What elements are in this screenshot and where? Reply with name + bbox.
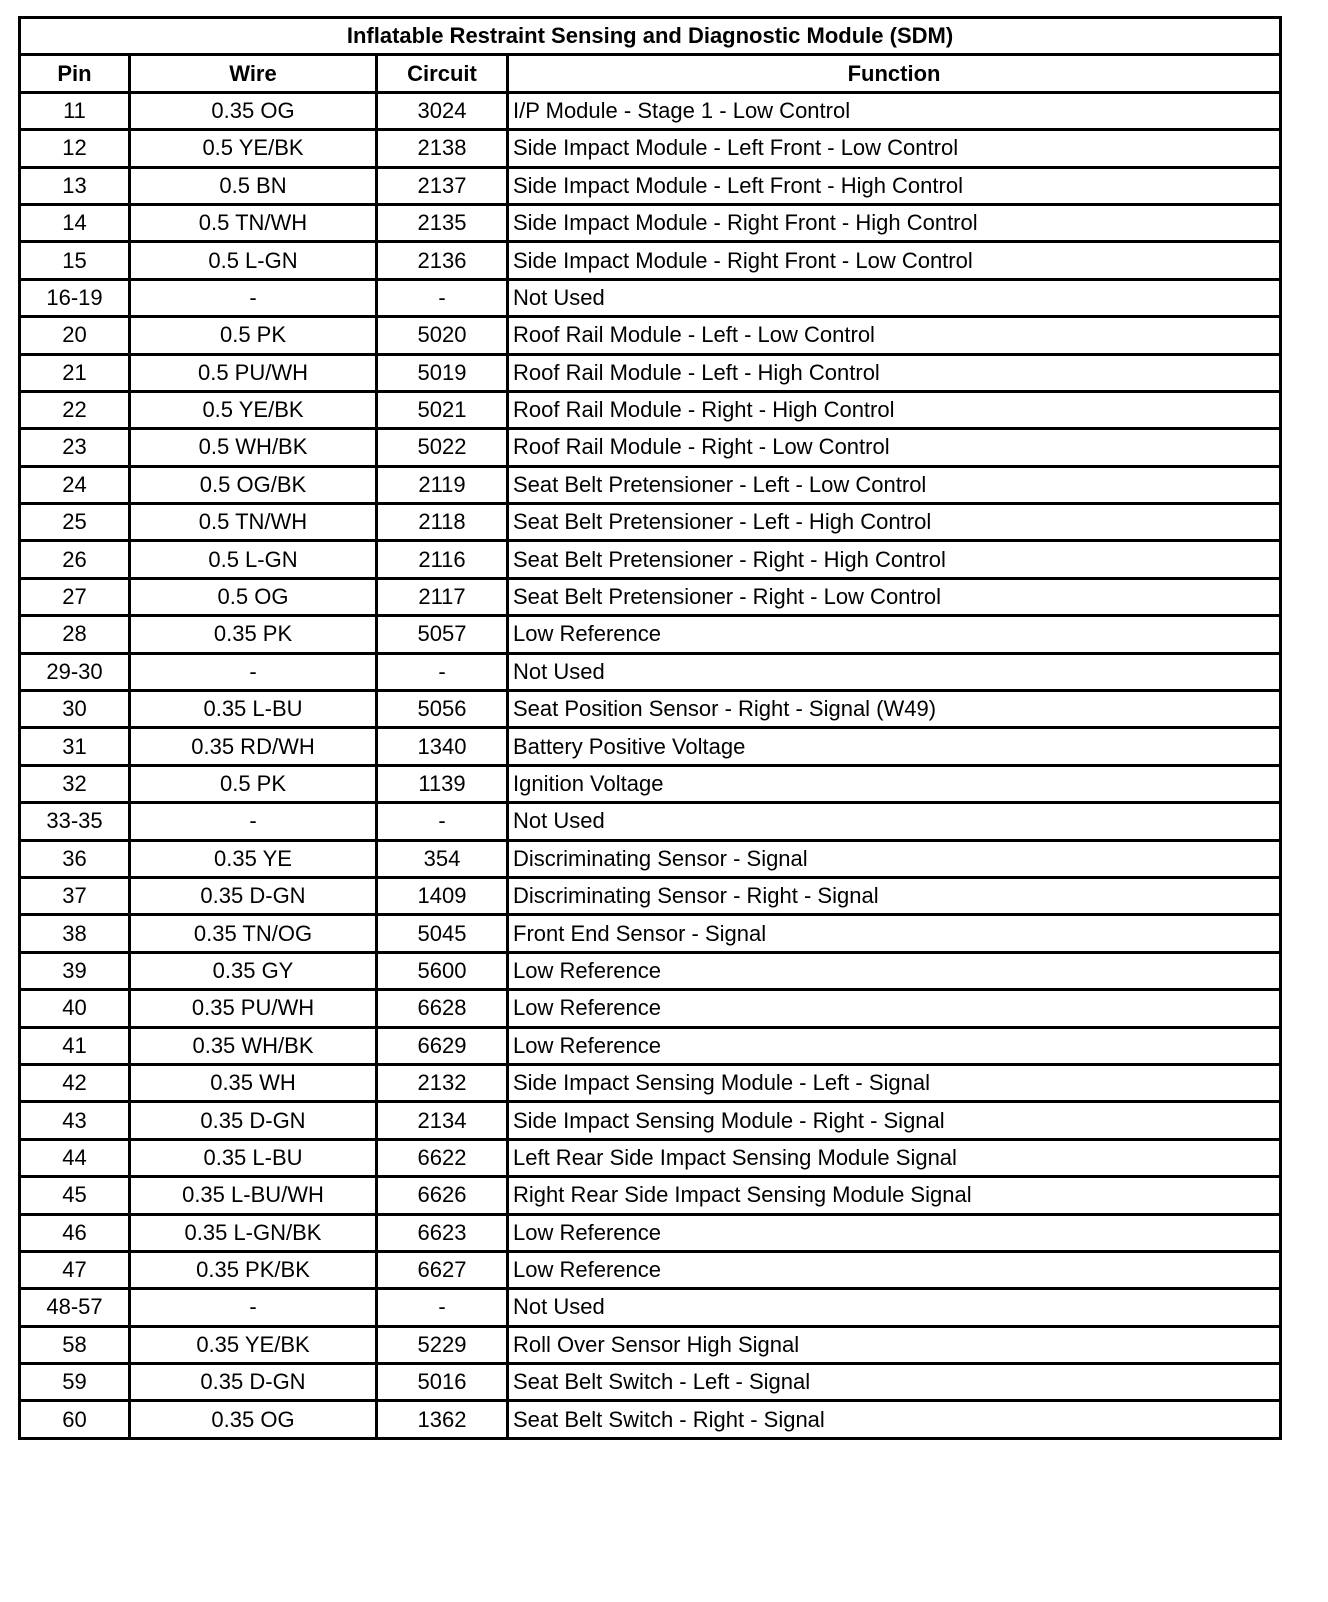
pin-cell: 26: [20, 541, 130, 578]
pin-cell: 16-19: [20, 279, 130, 316]
circuit-cell: 354: [377, 840, 508, 877]
table-row: [20, 317, 1281, 354]
wire-cell: 0.35 PK/BK: [130, 1251, 377, 1288]
circuit-cell: 5057: [377, 616, 508, 653]
pin-cell: 27: [20, 578, 130, 615]
table-row: [20, 877, 1281, 914]
table-row: [20, 541, 1281, 578]
wire-cell: 0.35 PK: [130, 616, 377, 653]
table-row: [20, 92, 1281, 129]
wire-cell: 0.5 PK: [130, 317, 377, 354]
circuit-cell: 2137: [377, 167, 508, 204]
wire-cell: 0.35 L-BU/WH: [130, 1177, 377, 1214]
function-cell: Battery Positive Voltage: [508, 728, 1281, 765]
circuit-cell: -: [377, 1289, 508, 1326]
circuit-cell: 5229: [377, 1326, 508, 1363]
circuit-cell: 6629: [377, 1027, 508, 1064]
wire-cell: 0.35 D-GN: [130, 1364, 377, 1401]
table-row: [20, 653, 1281, 690]
pin-cell: 48-57: [20, 1289, 130, 1326]
table-row: [20, 354, 1281, 391]
table-row: [20, 691, 1281, 728]
pin-cell: 60: [20, 1401, 130, 1438]
wire-cell: 0.5 WH/BK: [130, 429, 377, 466]
function-cell: Roof Rail Module - Right - Low Control: [508, 429, 1281, 466]
circuit-cell: 3024: [377, 92, 508, 129]
pin-cell: 47: [20, 1251, 130, 1288]
table-body: [20, 92, 1281, 1438]
pin-cell: 38: [20, 915, 130, 952]
wire-cell: 0.35 OG: [130, 1401, 377, 1438]
table-row: [20, 616, 1281, 653]
header-wire: Wire: [130, 55, 377, 92]
function-cell: Side Impact Module - Right Front - Low Control: [508, 242, 1281, 279]
circuit-cell: 1409: [377, 877, 508, 914]
function-cell: Not Used: [508, 1289, 1281, 1326]
wire-cell: 0.5 OG/BK: [130, 466, 377, 503]
pin-cell: 59: [20, 1364, 130, 1401]
circuit-cell: 2117: [377, 578, 508, 615]
pin-cell: 36: [20, 840, 130, 877]
circuit-cell: 6628: [377, 990, 508, 1027]
table-row: [20, 504, 1281, 541]
table-row: [20, 242, 1281, 279]
wire-cell: 0.35 L-GN/BK: [130, 1214, 377, 1251]
pin-cell: 22: [20, 391, 130, 428]
table-row: [20, 1027, 1281, 1064]
pin-cell: 43: [20, 1102, 130, 1139]
wire-cell: 0.35 L-BU: [130, 691, 377, 728]
table-row: [20, 1289, 1281, 1326]
circuit-cell: 2132: [377, 1064, 508, 1101]
function-cell: Discriminating Sensor - Right - Signal: [508, 877, 1281, 914]
function-cell: Seat Belt Switch - Left - Signal: [508, 1364, 1281, 1401]
circuit-cell: 2136: [377, 242, 508, 279]
pin-cell: 39: [20, 952, 130, 989]
circuit-cell: 1139: [377, 765, 508, 802]
circuit-cell: 2134: [377, 1102, 508, 1139]
circuit-cell: -: [377, 653, 508, 690]
function-cell: Roof Rail Module - Right - High Control: [508, 391, 1281, 428]
pin-cell: 32: [20, 765, 130, 802]
function-cell: Side Impact Sensing Module - Left - Signal: [508, 1064, 1281, 1101]
function-cell: Low Reference: [508, 1251, 1281, 1288]
pin-cell: 37: [20, 877, 130, 914]
function-cell: Seat Belt Pretensioner - Right - High Control: [508, 541, 1281, 578]
function-cell: Low Reference: [508, 1214, 1281, 1251]
circuit-cell: 6623: [377, 1214, 508, 1251]
circuit-cell: 2116: [377, 541, 508, 578]
function-cell: Side Impact Sensing Module - Right - Signal: [508, 1102, 1281, 1139]
function-cell: I/P Module - Stage 1 - Low Control: [508, 92, 1281, 129]
pin-cell: 30: [20, 691, 130, 728]
pin-cell: 40: [20, 990, 130, 1027]
pin-cell: 29-30: [20, 653, 130, 690]
wire-cell: 0.35 OG: [130, 92, 377, 129]
wire-cell: 0.35 PU/WH: [130, 990, 377, 1027]
circuit-cell: 2135: [377, 204, 508, 241]
pin-cell: 24: [20, 466, 130, 503]
table-row: [20, 952, 1281, 989]
pin-cell: 31: [20, 728, 130, 765]
wire-cell: 0.35 TN/OG: [130, 915, 377, 952]
function-cell: Seat Position Sensor - Right - Signal (W49): [508, 691, 1281, 728]
title-row: [20, 18, 1281, 55]
wire-cell: 0.35 YE/BK: [130, 1326, 377, 1363]
wire-cell: 0.35 GY: [130, 952, 377, 989]
function-cell: Seat Belt Pretensioner - Left - High Control: [508, 504, 1281, 541]
wire-cell: 0.35 YE: [130, 840, 377, 877]
table-row: [20, 1102, 1281, 1139]
wire-cell: 0.5 BN: [130, 167, 377, 204]
wire-cell: 0.5 OG: [130, 578, 377, 615]
pin-cell: 13: [20, 167, 130, 204]
table-row: [20, 1401, 1281, 1438]
table-row: [20, 990, 1281, 1027]
table-row: [20, 1064, 1281, 1101]
wire-cell: 0.35 D-GN: [130, 877, 377, 914]
function-cell: Seat Belt Switch - Right - Signal: [508, 1401, 1281, 1438]
function-cell: Roof Rail Module - Left - Low Control: [508, 317, 1281, 354]
pin-cell: 15: [20, 242, 130, 279]
wire-cell: 0.5 L-GN: [130, 242, 377, 279]
circuit-cell: 5056: [377, 691, 508, 728]
circuit-cell: 6626: [377, 1177, 508, 1214]
table-row: [20, 1139, 1281, 1176]
table-row: [20, 1177, 1281, 1214]
function-cell: Seat Belt Pretensioner - Left - Low Control: [508, 466, 1281, 503]
header-circuit: Circuit: [377, 55, 508, 92]
pin-cell: 11: [20, 92, 130, 129]
function-cell: Not Used: [508, 653, 1281, 690]
table-row: [20, 578, 1281, 615]
pin-cell: 46: [20, 1214, 130, 1251]
function-cell: Side Impact Module - Left Front - High Control: [508, 167, 1281, 204]
circuit-cell: 6622: [377, 1139, 508, 1176]
wire-cell: 0.35 L-BU: [130, 1139, 377, 1176]
wire-cell: 0.5 PK: [130, 765, 377, 802]
circuit-cell: 1362: [377, 1401, 508, 1438]
circuit-cell: 5022: [377, 429, 508, 466]
table-row: [20, 803, 1281, 840]
table-row: [20, 915, 1281, 952]
table-row: [20, 391, 1281, 428]
pin-cell: 21: [20, 354, 130, 391]
function-cell: Low Reference: [508, 616, 1281, 653]
circuit-cell: 2119: [377, 466, 508, 503]
wire-cell: -: [130, 279, 377, 316]
wire-cell: -: [130, 803, 377, 840]
circuit-cell: 2138: [377, 130, 508, 167]
function-cell: Roll Over Sensor High Signal: [508, 1326, 1281, 1363]
circuit-cell: 5020: [377, 317, 508, 354]
table-row: [20, 279, 1281, 316]
table-row: [20, 1214, 1281, 1251]
pin-cell: 25: [20, 504, 130, 541]
circuit-cell: 1340: [377, 728, 508, 765]
wire-cell: 0.5 YE/BK: [130, 391, 377, 428]
wire-cell: 0.35 WH/BK: [130, 1027, 377, 1064]
table-row: [20, 840, 1281, 877]
function-cell: Side Impact Module - Left Front - Low Control: [508, 130, 1281, 167]
function-cell: Left Rear Side Impact Sensing Module Signal: [508, 1139, 1281, 1176]
wire-cell: 0.5 YE/BK: [130, 130, 377, 167]
function-cell: Ignition Voltage: [508, 765, 1281, 802]
table-row: [20, 1364, 1281, 1401]
function-cell: Roof Rail Module - Left - High Control: [508, 354, 1281, 391]
table-row: [20, 1326, 1281, 1363]
wire-cell: 0.5 TN/WH: [130, 504, 377, 541]
wire-cell: 0.5 PU/WH: [130, 354, 377, 391]
pin-cell: 58: [20, 1326, 130, 1363]
wire-cell: -: [130, 1289, 377, 1326]
sdm-pinout-table: [18, 16, 1282, 1440]
table-row: [20, 1251, 1281, 1288]
wire-cell: 0.5 L-GN: [130, 541, 377, 578]
circuit-cell: -: [377, 279, 508, 316]
function-cell: Not Used: [508, 803, 1281, 840]
pin-cell: 41: [20, 1027, 130, 1064]
table-row: [20, 466, 1281, 503]
pin-cell: 44: [20, 1139, 130, 1176]
table-row: [20, 429, 1281, 466]
table-title: Inflatable Restraint Sensing and Diagnostic Module (SDM): [20, 18, 1281, 55]
circuit-cell: 5019: [377, 354, 508, 391]
pin-cell: 42: [20, 1064, 130, 1101]
wire-cell: 0.5 TN/WH: [130, 204, 377, 241]
circuit-cell: 5016: [377, 1364, 508, 1401]
pin-cell: 12: [20, 130, 130, 167]
wire-cell: 0.35 RD/WH: [130, 728, 377, 765]
wire-cell: 0.35 WH: [130, 1064, 377, 1101]
circuit-cell: 5045: [377, 915, 508, 952]
pin-cell: 33-35: [20, 803, 130, 840]
pin-cell: 14: [20, 204, 130, 241]
function-cell: Low Reference: [508, 952, 1281, 989]
table-row: [20, 728, 1281, 765]
function-cell: Side Impact Module - Right Front - High Control: [508, 204, 1281, 241]
function-cell: Front End Sensor - Signal: [508, 915, 1281, 952]
circuit-cell: 2118: [377, 504, 508, 541]
function-cell: Low Reference: [508, 1027, 1281, 1064]
header-function: Function: [508, 55, 1281, 92]
function-cell: Right Rear Side Impact Sensing Module Signal: [508, 1177, 1281, 1214]
pin-cell: 28: [20, 616, 130, 653]
function-cell: Not Used: [508, 279, 1281, 316]
table-row: [20, 130, 1281, 167]
circuit-cell: -: [377, 803, 508, 840]
table-row: [20, 765, 1281, 802]
header-row: [20, 55, 1281, 92]
wire-cell: 0.35 D-GN: [130, 1102, 377, 1139]
pin-cell: 23: [20, 429, 130, 466]
function-cell: Seat Belt Pretensioner - Right - Low Control: [508, 578, 1281, 615]
circuit-cell: 6627: [377, 1251, 508, 1288]
function-cell: Discriminating Sensor - Signal: [508, 840, 1281, 877]
function-cell: Low Reference: [508, 990, 1281, 1027]
wire-cell: -: [130, 653, 377, 690]
table-row: [20, 204, 1281, 241]
pin-cell: 45: [20, 1177, 130, 1214]
table-row: [20, 167, 1281, 204]
pin-cell: 20: [20, 317, 130, 354]
circuit-cell: 5600: [377, 952, 508, 989]
circuit-cell: 5021: [377, 391, 508, 428]
header-pin: Pin: [20, 55, 130, 92]
